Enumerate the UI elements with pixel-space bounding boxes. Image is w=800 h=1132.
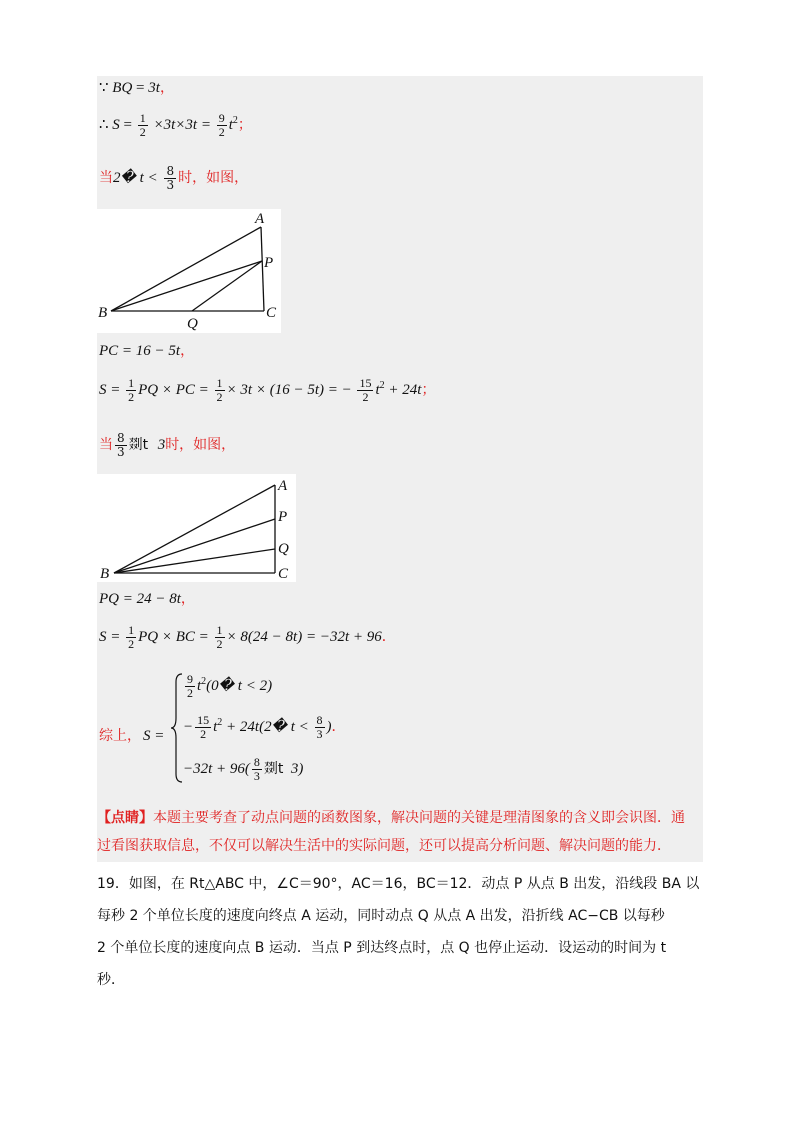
figure-1-svg: [97, 209, 281, 333]
dianjing-note: [97, 804, 703, 860]
label-c: C: [278, 566, 289, 582]
piecewise-brace: [170, 672, 184, 784]
summary-row-1: $\frac{9}{2}$ $t^2(0�$ t < 2): [187, 672, 273, 701]
fraction: $\frac{9}{2}$: [218, 111, 225, 140]
step-pc: PC = 16 − 5t，: [99, 343, 195, 359]
label-c: C: [266, 305, 277, 321]
label-q: Q: [278, 541, 289, 557]
case-heading-2: 当 $\frac{8}{3}$ 剟t 3时，如图，: [99, 430, 236, 459]
solution-background: [97, 76, 703, 862]
problem-19-line-1: 19．如图，在 Rt△ABC 中，∠C＝90°，AC＝16，BC＝12．动点 P 从点 B 出发，沿线段 BA 以: [97, 876, 700, 892]
label-b: B: [100, 566, 110, 582]
fraction: $\frac{1}{2}$: [216, 623, 223, 652]
fraction: $\frac{9}{2}$: [187, 672, 193, 701]
problem-19: [97, 868, 703, 996]
figure-triangle-1: [97, 209, 281, 333]
step-area-3: S = $\frac{1}{2}$ PQ × BC = $\frac{1}{2}$ × 8(24 − 8t) = −32t + 96．: [99, 623, 396, 652]
step-area-2: S = $\frac{1}{2}$ PQ × PC = $\frac{1}{2}$ × 3t × (16 − 5t) = − $\frac{15}{2}$ $t^2 + 24t$；: [99, 376, 436, 405]
fraction: $\frac{15}{2}$: [197, 713, 210, 742]
label-b: B: [98, 305, 108, 321]
label-a: A: [278, 478, 288, 494]
summary-prefix: 综上，: [99, 728, 141, 744]
fraction: $\frac{1}{2}$: [139, 111, 146, 140]
summary-row-2: − $\frac{15}{2}$ $t^2$ + 24t(2� t < $\frac{8}{3}$ )．: [183, 713, 346, 742]
label-p: P: [278, 509, 288, 525]
fraction: $\frac{8}{3}$: [117, 430, 125, 459]
step-area-1: ∴ S = $\frac{1}{2}$ ×3t×3t = $\frac{9}{2}$ $t^2$；: [99, 111, 252, 140]
problem-19-line-4: 秒．: [97, 972, 125, 988]
fraction: $\frac{8}{3}$: [253, 755, 260, 784]
figure-2-svg: [97, 474, 296, 582]
case-heading-1: 当2� t < $\frac{8}{3}$ 时，如图，: [99, 163, 249, 192]
summary-lhs: S =: [143, 728, 165, 744]
fraction: $\frac{15}{2}$: [359, 376, 372, 405]
problem-19-line-2: 每秒 2 个单位长度的速度向终点 A 运动，同时动点 Q 从点 A 出发，沿折线 AC−CB 以每秒: [97, 908, 665, 924]
step-pq: PQ = 24 − 8t，: [99, 591, 195, 607]
fraction: $\frac{1}{2}$: [216, 376, 223, 405]
dianjing-line-2: 过看图获取信息，不仅可以解决生活中的实际问题，还可以提高分析问题、解决问题的能力．: [97, 838, 671, 854]
summary-row-3: −32t + 96( $\frac{8}{3}$ 剟t 3): [183, 755, 304, 784]
problem-19-line-3: 2 个单位长度的速度向点 B 运动．当点 P 到达终点时，点 Q 也停止运动．设运动的时间为 t: [97, 940, 667, 956]
fraction: $\frac{1}{2}$: [128, 623, 135, 652]
step-bq: ∵ BQ = 3t，: [99, 80, 174, 96]
figure-triangle-2: [97, 474, 296, 582]
fraction: $\frac{8}{3}$: [316, 713, 323, 742]
label-q: Q: [187, 316, 198, 332]
fraction: $\frac{1}{2}$: [128, 376, 135, 405]
label-p: P: [264, 255, 274, 271]
fraction: $\frac{8}{3}$: [166, 163, 175, 192]
dianjing-line-1: 【点睛】本题主要考查了动点问题的函数图象，解决问题的关键是理清图象的含义即会识图．通: [97, 810, 685, 826]
label-a: A: [255, 211, 265, 227]
